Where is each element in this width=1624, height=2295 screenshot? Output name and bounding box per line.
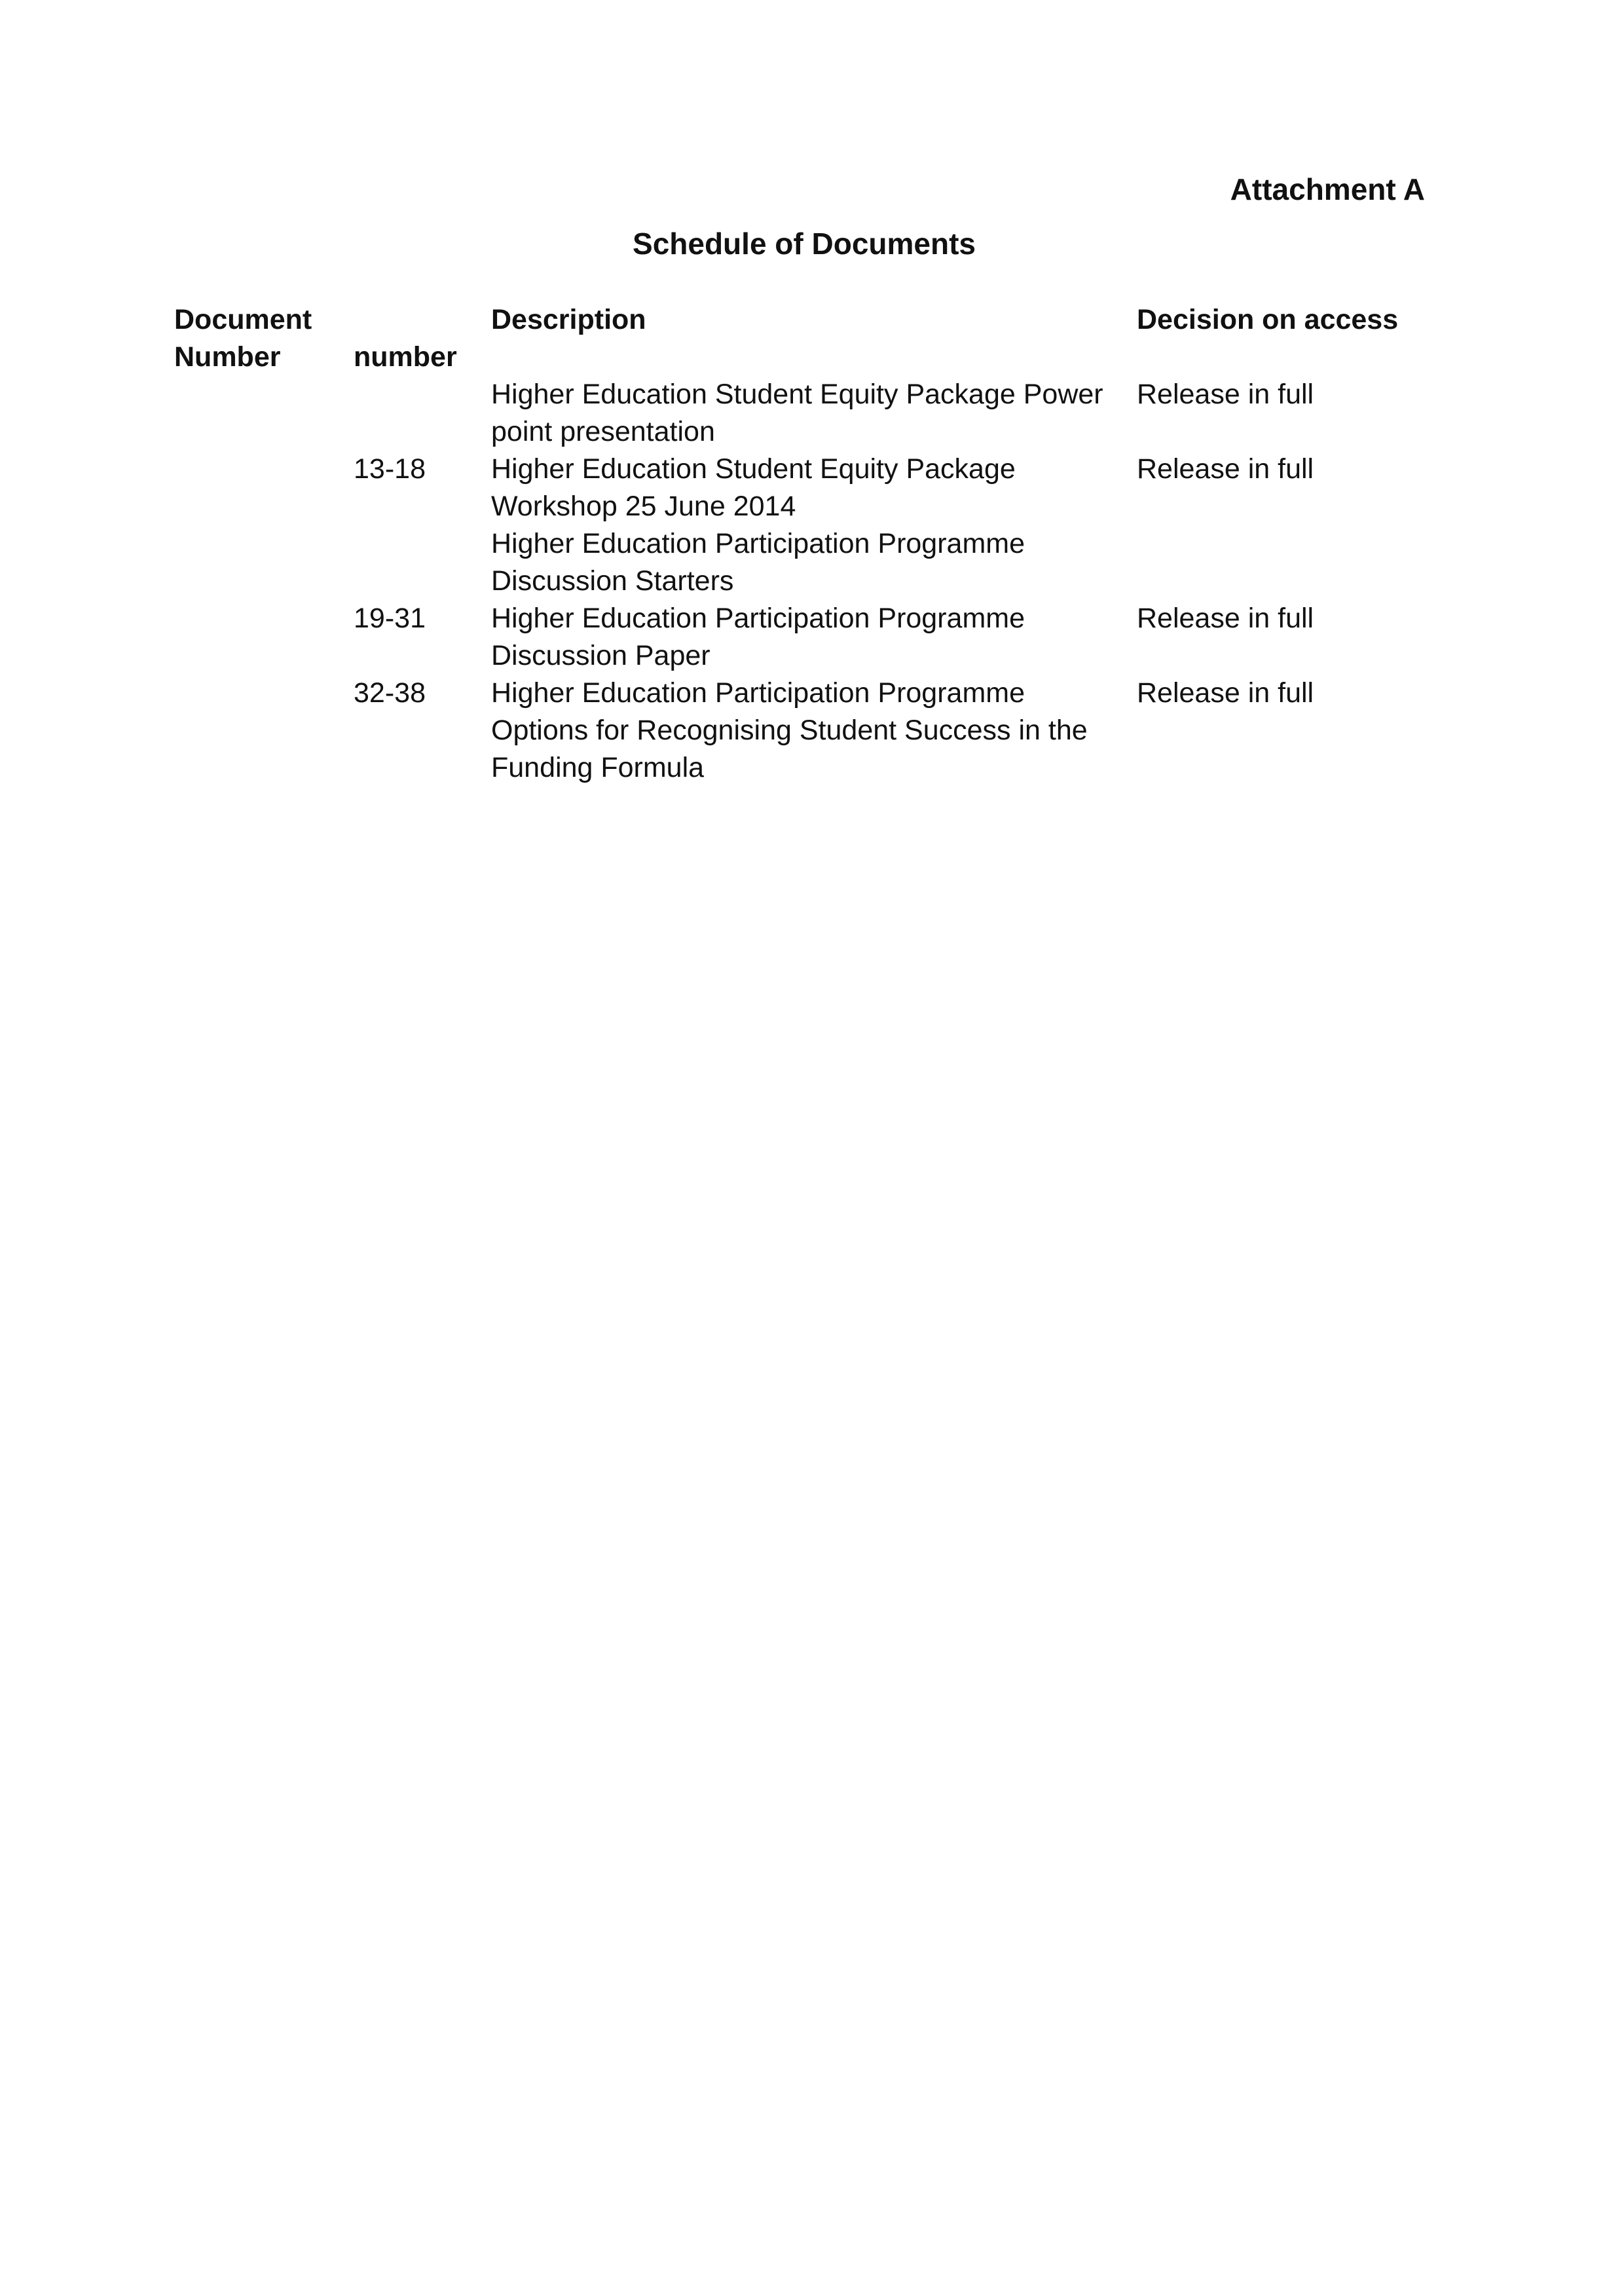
schedule-table [174, 301, 1438, 787]
column-header-decision: Decision on access [1137, 304, 1399, 335]
column-header-page-number: number [354, 341, 457, 373]
decision-cell: Release in full [1137, 603, 1314, 634]
page-number-cell: 13-18 [354, 453, 426, 485]
column-header-description: Description [491, 304, 646, 335]
page-number-cell: 32-38 [354, 677, 426, 709]
description-cell: Higher Education Participation Programme Discussion Paper [491, 603, 1025, 671]
attachment-label: Attachment A [1230, 172, 1425, 206]
table-row [174, 376, 1438, 451]
table-row [174, 600, 1438, 675]
table-header-row [174, 301, 1438, 376]
table-row [174, 675, 1438, 787]
decision-cell: Release in full [1137, 453, 1314, 485]
decision-cell: Release in full [1137, 379, 1314, 410]
description-cell: Higher Education Participation Programme Options for Recognising Student Success in the Funding Formula [491, 677, 1088, 783]
page-number-cell: 19-31 [354, 603, 426, 634]
description-cell: Higher Education Student Equity Package Workshop 25 June 2014 Higher Education Participation Programme Discussion Starters [491, 453, 1025, 597]
column-header-document-number: Document Number [174, 304, 312, 373]
page-title: Schedule of Documents [633, 227, 976, 261]
decision-cell: Release in full [1137, 677, 1314, 709]
table-row [174, 451, 1438, 600]
description-cell: Higher Education Student Equity Package Power point presentation [491, 379, 1103, 447]
